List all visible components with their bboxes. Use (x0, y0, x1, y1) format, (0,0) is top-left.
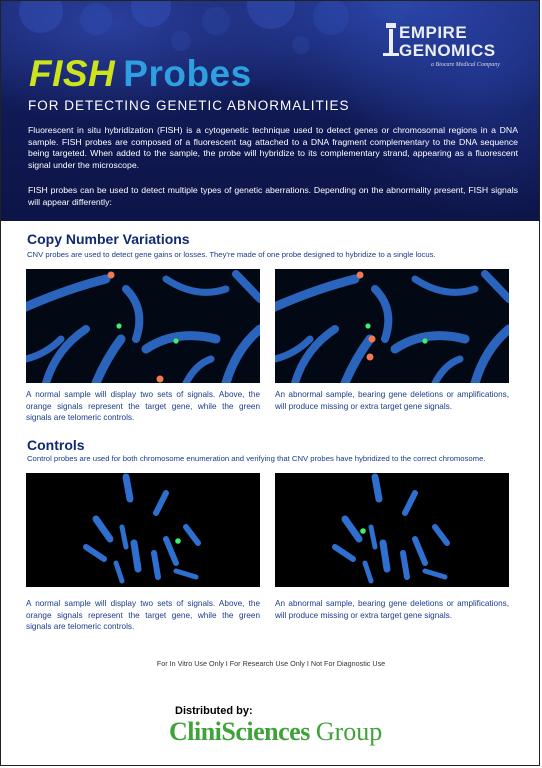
logo-line-2: GENOMICS (399, 41, 496, 60)
intro-paragraph-2: FISH probes can be used to detect multiple types of genetic aberrations. Depending on the abnormality present, FISH signals will appear differently: (28, 185, 518, 207)
cnv-heading: Copy Number Variations (27, 231, 190, 247)
controls-normal-micrograph (26, 473, 260, 587)
cnv-abnormal-micrograph (275, 269, 509, 383)
controls-description: Control probes are used for both chromosome enumeration and verifying that CNV probes have hybridized to the correct chromosome. (27, 454, 486, 463)
cnv-description: CNV probes are used to detect gene gains or losses. They're made of one probe designed to hybridize to a single locus. (27, 250, 436, 259)
logo-line-1: EMPIRE (399, 23, 468, 42)
cnv-normal-micrograph (26, 269, 260, 383)
page-subtitle: FOR DETECTING GENETIC ABNORMALITIES (28, 98, 350, 113)
distributed-by-label: Distributed by: (175, 705, 253, 717)
title-fish: FISH (29, 53, 116, 94)
title-probes: Probes (123, 53, 252, 94)
controls-abnormal-caption: An abnormal sample, bearing gene deletions or amplifications, will produce missing or extra target gene signals. (275, 599, 509, 620)
controls-abnormal-micrograph (275, 473, 509, 587)
brand-suffix: Group (315, 717, 383, 746)
empire-genomics-logo (383, 21, 513, 67)
logo-i-mark-icon (383, 23, 399, 53)
cnv-normal-caption: A normal sample will display two sets of signals. Above, the orange signals represent the target gene, while the green signals are telomeric controls. (26, 390, 260, 422)
controls-normal-caption: A normal sample will display two sets of signals. Above, the orange signals represent the target gene, while the green signals are telomeric controls. (26, 599, 260, 631)
brand-name: CliniSciences (169, 717, 310, 746)
regulatory-footer: For In Vitro Use Only I For Research Use Only I Not For Diagnostic Use (156, 659, 386, 668)
clinisciences-logo (169, 717, 382, 747)
controls-heading: Controls (27, 437, 85, 453)
page-title (29, 53, 252, 95)
cnv-abnormal-caption: An abnormal sample, bearing gene deletions or amplifications, will produce missing or extra target gene signals. (275, 390, 509, 411)
header-banner (1, 1, 540, 221)
intro-paragraph-1: Fluorescent in situ hybridization (FISH) is a cytogenetic technique used to detect genes or chromosomal regions in a DNA sample. FISH probes are composed of a fluorescent tag attached to a DNA fragment complementary to the DNA sequence being targeted. When added to the sample, the probe will hybridize to its complementary strand, appearing as a fluorescent signal under the microscope. (28, 125, 518, 170)
logo-tagline: a Biocare Medical Company (431, 62, 500, 68)
